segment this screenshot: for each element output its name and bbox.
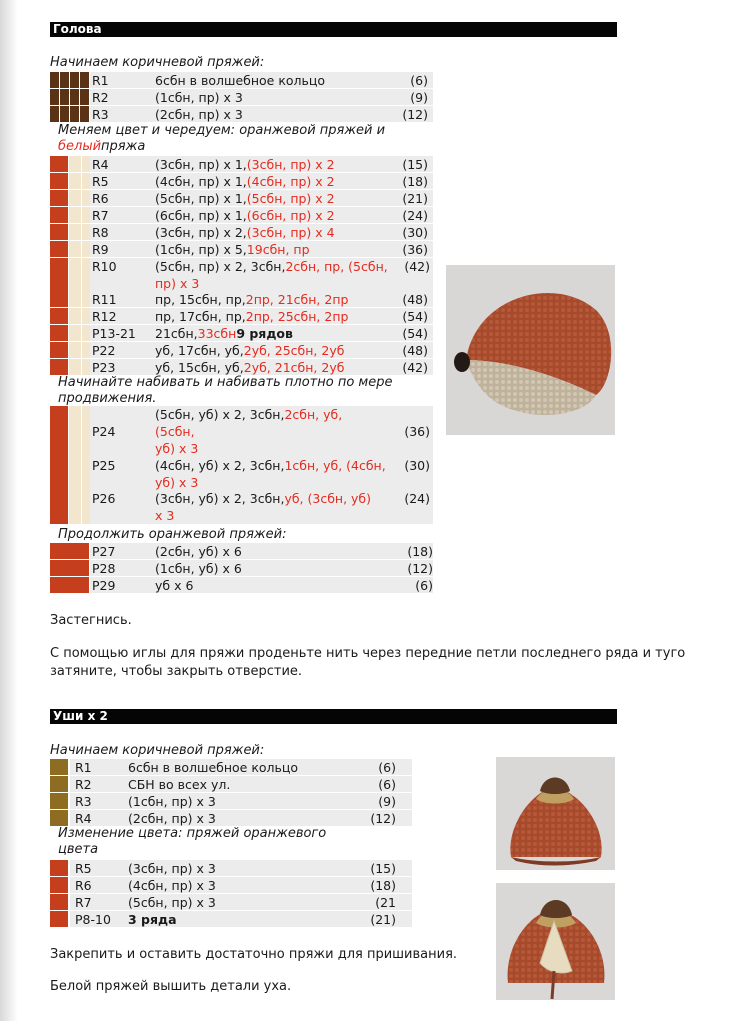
instruction-part: 19сбн, пр bbox=[246, 242, 310, 257]
pattern-row bbox=[50, 173, 433, 189]
row-instruction bbox=[155, 241, 310, 258]
yarn-color-swatch bbox=[69, 490, 81, 524]
intro-brown: Начинаем коричневой пряжей: bbox=[50, 55, 265, 70]
instruction-part: (5сбн, пр) x 2, 3сбн, bbox=[155, 259, 286, 274]
stitch-count: (15) bbox=[402, 157, 428, 172]
yarn-color-swatch bbox=[50, 810, 68, 826]
yarn-color-swatch bbox=[69, 173, 81, 189]
yarn-color-swatch bbox=[69, 325, 81, 341]
instruction-part: 2уб, 21сбн, 2уб bbox=[243, 360, 345, 375]
stitch-count: (24) bbox=[402, 208, 428, 223]
section-header-ears bbox=[50, 709, 617, 724]
pattern-row bbox=[50, 776, 412, 792]
yarn-color-swatch bbox=[50, 457, 68, 490]
pattern-row bbox=[50, 543, 433, 559]
intro-text: Меняем цвет и чередуем: оранжевой пряжей и bbox=[58, 123, 386, 138]
row-background bbox=[70, 877, 412, 893]
stitch-count: (18) bbox=[402, 174, 428, 189]
yarn-color-swatch bbox=[82, 156, 90, 172]
instruction-part: (2сбн, пр) x 3 bbox=[155, 107, 243, 122]
stitch-count: (54) bbox=[402, 309, 428, 324]
row-number: R4 bbox=[92, 157, 109, 172]
row-instruction bbox=[155, 359, 344, 376]
yarn-color-swatch bbox=[82, 190, 90, 206]
yarn-color-swatch bbox=[50, 89, 59, 105]
row-instruction bbox=[128, 793, 216, 810]
pattern-row bbox=[50, 894, 412, 910]
yarn-color-swatch bbox=[50, 860, 68, 876]
stitch-count: (42) bbox=[404, 259, 430, 274]
row-instruction bbox=[155, 106, 243, 123]
stitch-count: (36) bbox=[404, 424, 430, 439]
yarn-color-swatch bbox=[50, 72, 59, 88]
pattern-row bbox=[50, 759, 412, 775]
instruction-part: пр, 17сбн, пр, bbox=[155, 309, 246, 324]
instruction-part: 2сбн, пр, (5сбн, bbox=[285, 259, 388, 274]
yarn-color-swatch bbox=[50, 190, 68, 206]
row-background bbox=[70, 894, 412, 910]
yarn-color-swatch bbox=[50, 543, 89, 559]
instruction-part: (2сбн, пр) x 3 bbox=[128, 811, 216, 826]
fasten-text: Застегнись. bbox=[50, 613, 132, 628]
intro-color-change bbox=[58, 123, 398, 155]
stitch-count: (30) bbox=[402, 225, 428, 240]
pattern-row bbox=[50, 258, 433, 291]
row-background bbox=[70, 793, 412, 809]
intro-stuffing: Начинайте набивать и набивать плотно по мере продвижения. bbox=[58, 375, 393, 406]
pattern-row bbox=[50, 359, 433, 375]
row-number: P23 bbox=[92, 360, 116, 375]
row-background bbox=[90, 577, 433, 593]
row-instruction bbox=[155, 291, 348, 308]
row-number: R5 bbox=[75, 861, 92, 876]
stitch-count: (21) bbox=[370, 912, 396, 927]
instruction-part: (2сбн, уб) x 6 bbox=[155, 544, 242, 559]
instruction-part: уб, (3сбн, уб) bbox=[284, 491, 372, 506]
instruction-part: 2пр, 21сбн, 2пр bbox=[245, 292, 349, 307]
instruction-part: (4сбн, пр) x 2 bbox=[246, 174, 335, 189]
row-instruction bbox=[128, 759, 298, 776]
pattern-row bbox=[50, 560, 433, 576]
pattern-row bbox=[50, 810, 412, 826]
stitch-count: (21 bbox=[375, 895, 396, 910]
row-background bbox=[90, 560, 433, 576]
yarn-color-swatch bbox=[82, 258, 90, 291]
row-number: R10 bbox=[92, 259, 117, 274]
row-number: P26 bbox=[92, 491, 116, 506]
embroider-text: Белой пряжей вышить детали уха. bbox=[50, 979, 292, 994]
yarn-color-swatch bbox=[50, 877, 68, 893]
row-instruction bbox=[155, 490, 405, 524]
instruction-part: уб, 15сбн, уб, bbox=[155, 360, 244, 375]
row-instruction bbox=[155, 190, 335, 207]
instruction-part: (5сбн, уб) x 2, 3сбн, bbox=[155, 407, 285, 422]
yarn-color-swatch bbox=[50, 406, 68, 457]
pattern-row bbox=[50, 406, 433, 457]
row-instruction bbox=[155, 325, 293, 342]
stitch-count: (42) bbox=[402, 360, 428, 375]
row-number: P8-10 bbox=[75, 912, 111, 927]
row-instruction bbox=[128, 776, 230, 793]
row-background bbox=[90, 106, 433, 122]
row-number: R6 bbox=[92, 191, 109, 206]
row-number: R12 bbox=[92, 309, 117, 324]
yarn-color-swatch bbox=[50, 258, 68, 291]
row-instruction bbox=[155, 406, 405, 457]
row-background bbox=[90, 89, 433, 105]
yarn-color-swatch bbox=[69, 207, 81, 223]
stitch-count: (24) bbox=[404, 491, 430, 506]
stitch-count: (48) bbox=[402, 343, 428, 358]
row-number: P29 bbox=[92, 578, 116, 593]
pattern-row bbox=[50, 860, 412, 876]
stitch-count: (6) bbox=[410, 73, 428, 88]
row-number: R6 bbox=[75, 878, 92, 893]
stitch-count: (54) bbox=[402, 326, 428, 341]
yarn-color-swatch bbox=[69, 359, 81, 375]
pattern-row bbox=[50, 342, 433, 358]
yarn-color-swatch bbox=[80, 89, 89, 105]
pattern-row bbox=[50, 457, 433, 490]
stitch-count: (21) bbox=[402, 191, 428, 206]
page-edge bbox=[0, 0, 18, 1021]
yarn-color-swatch bbox=[69, 258, 81, 291]
stitch-count: (6) bbox=[378, 777, 396, 792]
instruction-part: (4сбн, пр) x 1, bbox=[155, 174, 247, 189]
instruction-part: (3сбн, пр) x 1, bbox=[155, 157, 247, 172]
stitch-count: (48) bbox=[402, 292, 428, 307]
row-number: P28 bbox=[92, 561, 116, 576]
instruction-part: 6сбн в волшебное кольцо bbox=[155, 73, 326, 88]
stitch-count: (6) bbox=[415, 578, 433, 593]
pattern-row bbox=[50, 911, 412, 927]
row-instruction bbox=[128, 894, 216, 911]
stitch-count: (12) bbox=[370, 811, 396, 826]
row-instruction bbox=[155, 224, 335, 241]
row-number: R2 bbox=[75, 777, 92, 792]
row-instruction bbox=[128, 877, 216, 894]
yarn-color-swatch bbox=[50, 560, 89, 576]
row-instruction bbox=[155, 560, 242, 577]
stitch-count: (12) bbox=[407, 561, 433, 576]
stitch-count: (18) bbox=[407, 544, 433, 559]
yarn-color-swatch bbox=[50, 759, 68, 775]
instruction-part: (5сбн, bbox=[155, 424, 195, 439]
row-instruction bbox=[155, 89, 243, 106]
row-instruction bbox=[155, 457, 405, 491]
instruction-part: (3сбн, пр) x 2 bbox=[246, 157, 335, 172]
yarn-color-swatch bbox=[60, 89, 69, 105]
yarn-color-swatch bbox=[70, 89, 79, 105]
instruction-part: (5сбн, пр) x 3 bbox=[128, 895, 216, 910]
pattern-row bbox=[50, 877, 412, 893]
row-number: P24 bbox=[92, 424, 116, 439]
yarn-color-swatch bbox=[82, 224, 90, 240]
yarn-color-swatch bbox=[82, 291, 90, 307]
yarn-color-swatch bbox=[82, 406, 90, 457]
yarn-color-swatch bbox=[82, 325, 90, 341]
row-instruction bbox=[155, 258, 405, 292]
row-number: P13-21 bbox=[92, 326, 136, 341]
instruction-part: (6сбн, пр) x 2 bbox=[246, 208, 335, 223]
row-number: P27 bbox=[92, 544, 116, 559]
yarn-color-swatch bbox=[50, 359, 68, 375]
instruction-part: (4сбн, пр) x 3 bbox=[128, 878, 216, 893]
instruction-part: (1сбн, уб) x 6 bbox=[155, 561, 242, 576]
instruction-part: 21сбн, bbox=[155, 326, 198, 341]
yarn-color-swatch bbox=[60, 106, 69, 122]
yarn-color-swatch bbox=[50, 894, 68, 910]
instruction-part: (5сбн, пр) x 1, bbox=[155, 191, 247, 206]
row-instruction bbox=[155, 577, 193, 594]
pattern-row bbox=[50, 207, 433, 223]
instruction-part: (4сбн, уб) x 2, 3сбн, bbox=[155, 458, 285, 473]
yarn-color-swatch bbox=[69, 406, 81, 457]
intro-end-word: пряжа bbox=[101, 139, 146, 154]
row-instruction bbox=[155, 308, 348, 325]
pattern-row bbox=[50, 106, 433, 122]
section-title: Голова bbox=[53, 22, 102, 36]
yarn-color-swatch bbox=[50, 224, 68, 240]
yarn-color-swatch bbox=[50, 342, 68, 358]
instruction-part: СБН во всех ул. bbox=[128, 777, 231, 792]
section-title: Уши x 2 bbox=[53, 709, 108, 723]
pattern-row bbox=[50, 490, 433, 524]
row-number: R4 bbox=[75, 811, 92, 826]
stitch-count: (6) bbox=[378, 760, 396, 775]
yarn-color-swatch bbox=[82, 490, 90, 524]
row-number: R1 bbox=[92, 73, 109, 88]
instruction-part: пр) x 3 bbox=[155, 276, 200, 291]
instruction-part: (3сбн, пр) x 2, bbox=[155, 225, 247, 240]
row-background bbox=[70, 860, 412, 876]
row-number: P25 bbox=[92, 458, 116, 473]
stitch-count: (9) bbox=[378, 794, 396, 809]
pattern-row bbox=[50, 190, 433, 206]
yarn-color-swatch bbox=[82, 173, 90, 189]
row-background bbox=[70, 810, 412, 826]
instruction-part: уб, 17сбн, уб, bbox=[155, 343, 244, 358]
instruction-part: 33сбн bbox=[197, 326, 237, 341]
instruction-part: пр, 15сбн, пр, bbox=[155, 292, 246, 307]
yarn-color-swatch bbox=[50, 173, 68, 189]
yarn-color-swatch bbox=[50, 577, 89, 593]
instruction-bold: 9 рядов bbox=[236, 326, 293, 341]
instruction-part: (6сбн, пр) x 1, bbox=[155, 208, 247, 223]
instruction-part: (1сбн, пр) x 5, bbox=[155, 242, 247, 257]
row-instruction bbox=[155, 207, 335, 224]
yarn-color-swatch bbox=[70, 106, 79, 122]
yarn-color-swatch bbox=[50, 241, 68, 257]
row-instruction bbox=[128, 810, 216, 827]
yarn-color-swatch bbox=[80, 72, 89, 88]
yarn-color-swatch bbox=[50, 156, 68, 172]
pattern-row bbox=[50, 325, 433, 341]
instruction-bold: 3 ряда bbox=[128, 912, 177, 927]
yarn-color-swatch bbox=[82, 241, 90, 257]
ears-intro-color-change: Изменение цвета: пряжей оранжевого цвета bbox=[58, 826, 327, 857]
instruction-part: 6сбн в волшебное кольцо bbox=[128, 760, 299, 775]
pattern-row bbox=[50, 308, 433, 324]
pattern-row bbox=[50, 291, 433, 307]
row-instruction bbox=[128, 860, 216, 877]
yarn-color-swatch bbox=[69, 342, 81, 358]
yarn-color-swatch bbox=[60, 72, 69, 88]
row-background bbox=[70, 776, 412, 792]
intro-red-word: белый bbox=[58, 139, 102, 154]
section-header-head bbox=[50, 22, 617, 37]
yarn-color-swatch bbox=[69, 156, 81, 172]
row-background bbox=[90, 543, 433, 559]
yarn-color-swatch bbox=[82, 457, 90, 490]
row-number: R2 bbox=[92, 90, 109, 105]
row-number: R9 bbox=[92, 242, 109, 257]
yarn-color-swatch bbox=[82, 207, 90, 223]
instruction-part: 2уб, 25сбн, 2уб bbox=[243, 343, 345, 358]
ear-photo-plain bbox=[496, 757, 615, 870]
stitch-count: (30) bbox=[404, 458, 430, 473]
yarn-color-swatch bbox=[69, 241, 81, 257]
pattern-row bbox=[50, 89, 433, 105]
yarn-color-swatch bbox=[69, 291, 81, 307]
yarn-color-swatch bbox=[69, 457, 81, 490]
instruction-part: x 3 bbox=[155, 508, 175, 523]
yarn-color-swatch bbox=[50, 325, 68, 341]
row-number: R5 bbox=[92, 174, 109, 189]
secure-text: Закрепить и оставить достаточно пряжи для пришивания. bbox=[50, 947, 458, 962]
yarn-color-swatch bbox=[70, 72, 79, 88]
yarn-color-swatch bbox=[50, 776, 68, 792]
stitch-count: (18) bbox=[370, 878, 396, 893]
yarn-color-swatch bbox=[50, 308, 68, 324]
yarn-color-swatch bbox=[50, 291, 68, 307]
yarn-color-swatch bbox=[50, 207, 68, 223]
row-number: R8 bbox=[92, 225, 109, 240]
row-instruction bbox=[128, 911, 177, 928]
instruction-part: (1сбн, пр) x 3 bbox=[128, 794, 216, 809]
pattern-row bbox=[50, 72, 433, 88]
instruction-part: 2сбн, уб, bbox=[284, 407, 343, 422]
intro-continue-orange: Продолжить оранжевой пряжей: bbox=[58, 527, 287, 542]
yarn-color-swatch bbox=[80, 106, 89, 122]
ears-intro-brown: Начинаем коричневой пряжей: bbox=[50, 743, 265, 758]
yarn-color-swatch bbox=[82, 342, 90, 358]
row-instruction bbox=[155, 156, 335, 173]
instruction-part: (3сбн, пр) x 4 bbox=[246, 225, 335, 240]
row-number: R7 bbox=[92, 208, 109, 223]
pattern-row bbox=[50, 241, 433, 257]
instruction-part: уб x 6 bbox=[155, 578, 194, 593]
instruction-part: (1сбн, пр) x 3 bbox=[155, 90, 243, 105]
stitch-count: (15) bbox=[370, 861, 396, 876]
instruction-part: уб) x 3 bbox=[155, 475, 199, 490]
stitch-count: (36) bbox=[402, 242, 428, 257]
instruction-part: (3сбн, уб) x 2, 3сбн, bbox=[155, 491, 285, 506]
close-text: С помощью иглы для пряжи проденьте нить через передние петли последнего ряда и туго затяните, чтобы закрыть отверстие. bbox=[50, 646, 686, 679]
instruction-part: (3сбн, пр) x 3 bbox=[128, 861, 216, 876]
yarn-color-swatch bbox=[82, 359, 90, 375]
row-number: R3 bbox=[92, 107, 109, 122]
stitch-count: (12) bbox=[402, 107, 428, 122]
yarn-color-swatch bbox=[69, 190, 81, 206]
stitch-count: (9) bbox=[410, 90, 428, 105]
row-instruction bbox=[155, 342, 344, 359]
row-instruction bbox=[155, 72, 325, 89]
instruction-part: 2пр, 25сбн, 2пр bbox=[245, 309, 349, 324]
pattern-row bbox=[50, 793, 412, 809]
yarn-color-swatch bbox=[50, 106, 59, 122]
row-number: R7 bbox=[75, 895, 92, 910]
instruction-part: (5сбн, пр) x 2 bbox=[246, 191, 335, 206]
yarn-color-swatch bbox=[69, 224, 81, 240]
row-instruction bbox=[155, 173, 335, 190]
pattern-row bbox=[50, 577, 433, 593]
yarn-color-swatch bbox=[82, 308, 90, 324]
row-number: R3 bbox=[75, 794, 92, 809]
row-instruction bbox=[155, 543, 242, 560]
yarn-color-swatch bbox=[50, 490, 68, 524]
head-photo bbox=[446, 265, 615, 435]
pattern-row bbox=[50, 156, 433, 172]
row-number: P22 bbox=[92, 343, 116, 358]
yarn-color-swatch bbox=[50, 793, 68, 809]
ear-photo-embroidered bbox=[496, 883, 615, 1000]
instruction-part: 1сбн, уб, (4сбн, bbox=[284, 458, 386, 473]
instruction-part: уб) x 3 bbox=[155, 441, 199, 456]
row-number: R1 bbox=[75, 760, 92, 775]
yarn-color-swatch bbox=[69, 308, 81, 324]
pattern-row bbox=[50, 224, 433, 240]
row-background bbox=[70, 911, 412, 927]
row-number: R11 bbox=[92, 292, 117, 307]
yarn-color-swatch bbox=[50, 911, 68, 927]
